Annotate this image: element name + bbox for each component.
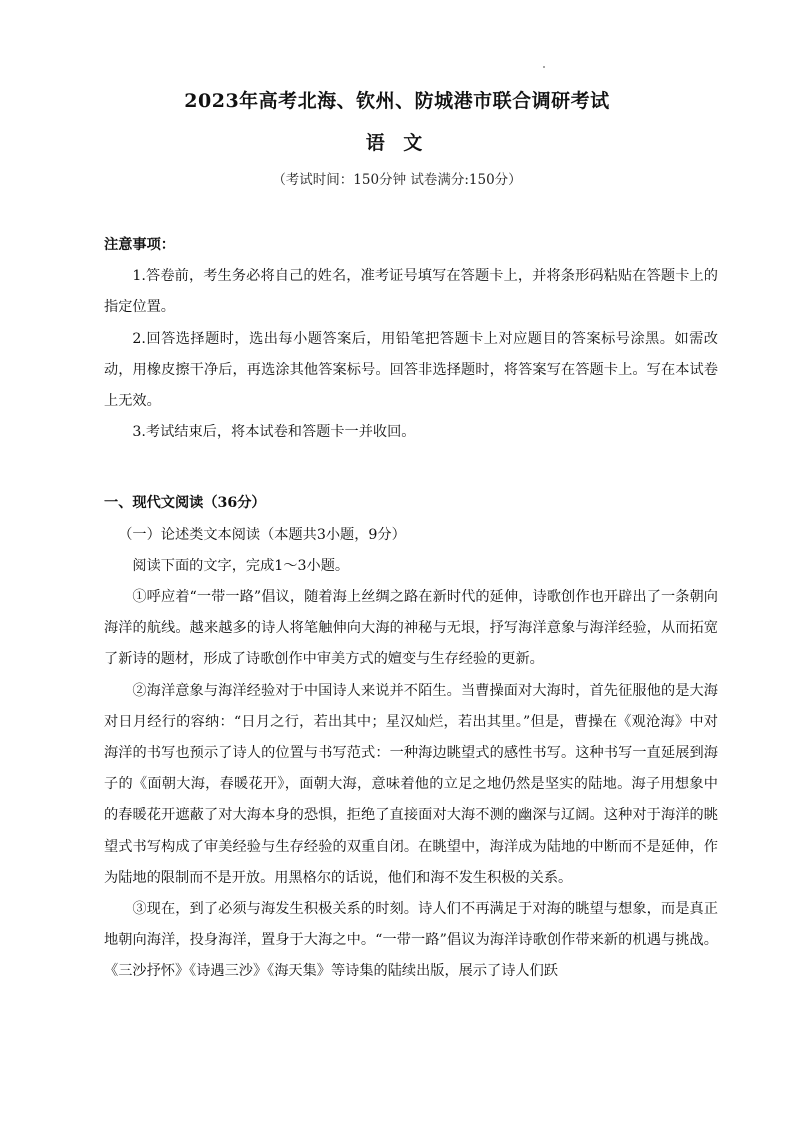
note-item-2: 2.回答选择题时，选出每小题答案后，用铅笔把答题卡上对应题目的答案标号涂黑。如需改动，用橡皮擦干净后，再选涂其他答案标号。回答非选择题时，将答案写在答题卡上。写在本试卷上无效。 bbox=[104, 330, 718, 410]
notes-heading: 注意事项： bbox=[104, 237, 175, 253]
scan-dot bbox=[543, 66, 545, 68]
passage-paragraph-3: ③现在，到了必须与海发生积极关系的时刻。诗人们不再满足于对海的眺望与想象，而是真正地朝向海洋，投身海洋，置身于大海之中。“一带一路”倡议为海洋诗歌创作带来新的机遇与挑战。《三沙抒怀》《诗遇三沙》《海天集》等诗集的陆续出版，展示了诗人们跃 bbox=[104, 901, 718, 980]
section-heading: 一、现代文阅读（36分） bbox=[104, 495, 266, 512]
exam-info: （考试时间：150分钟 试卷满分:150分） bbox=[272, 172, 522, 188]
reading-instruction: 阅读下面的文字，完成1～3小题。 bbox=[132, 557, 350, 574]
exam-title: 2023年高考北海、钦州、防城港市联合调研考试 bbox=[184, 90, 610, 112]
subject-title: 语 文 bbox=[365, 132, 429, 154]
sub-section-heading: （一）论述类文本阅读（本题共3小题，9分） bbox=[118, 526, 406, 543]
note-item-1: 1.答卷前，考生务必将自己的姓名，准考证号填写在答题卡上，并将条形码粘贴在答题卡上的指定位置。 bbox=[104, 268, 718, 316]
note-item-3: 3.考试结束后，将本试卷和答题卡一并收回。 bbox=[132, 424, 416, 441]
passage-paragraph-1: ①呼应着“一带一路”倡议，随着海上丝绸之路在新时代的延伸，诗歌创作也开辟出了一条朝向海洋的航线。越来越多的诗人将笔触伸向大海的神秘与无垠，抒写海洋意象与海洋经验，从而拓宽了新诗的题材，形成了诗歌创作中审美方式的嬗变与生存经验的更新。 bbox=[104, 589, 718, 668]
document-body bbox=[104, 230, 718, 988]
spacer bbox=[104, 448, 718, 488]
passage-paragraph-2: ②海洋意象与海洋经验对于中国诗人来说并不陌生。当曹操面对大海时，首先征服他的是大海对日月经行的容纳：“日月之行，若出其中；星汉灿烂，若出其里。”但是，曹操在《观沧海》中对海洋的书写也预示了诗人的位置与书写范式：一种海边眺望式的感性书写。这种书写一直延展到海子的《面朝大海，春暖花开》，面朝大海，意味着他的立足之地仍然是坚实的陆地。海子用想象中的春暖花开遮蔽了对大海本身的恐惧，拒绝了直接面对大海不测的幽深与辽阔。这种对于海洋的眺望式书写构成了审美经验与生存经验的双重自闭。在眺望中，海洋成为陆地的中断而不是延伸，作为陆地的限制而不是开放。用黑格尔的话说，他们和海不发生积极的关系。 bbox=[104, 682, 718, 886]
